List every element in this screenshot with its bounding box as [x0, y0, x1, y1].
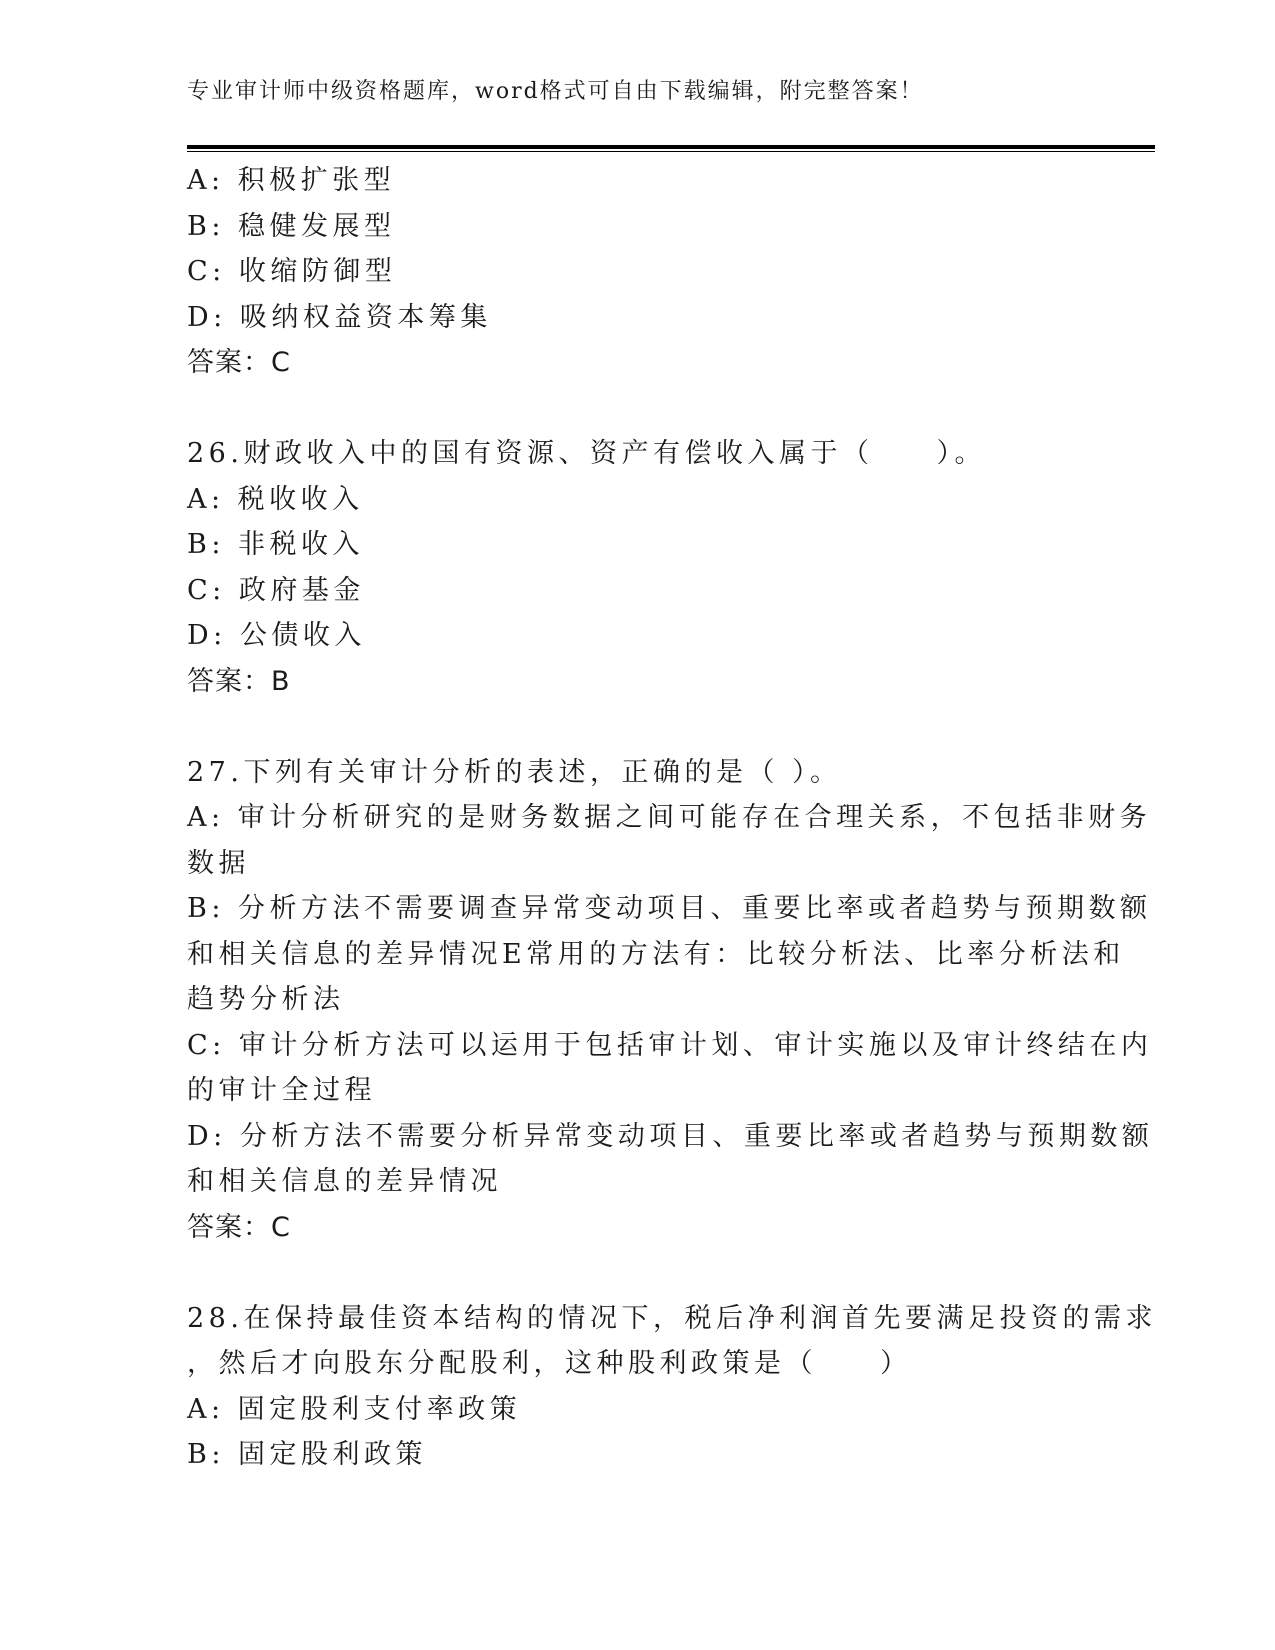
- question-stem: 28.在保持最佳资本结构的情况下，税后净利润首先要满足投资的需求: [187, 1302, 1157, 1334]
- header-divider-thin: [187, 151, 1155, 152]
- question-block-27: [187, 750, 1154, 1251]
- option-line: B: 稳健发展型: [187, 210, 396, 242]
- answer-line: 答案：B: [187, 665, 291, 697]
- option-line: A: 税收收入: [187, 483, 364, 515]
- spacer: [187, 1250, 1087, 1296]
- question-stem: 26.财政收入中的国有资源、资产有偿收入属于（ ）。: [187, 438, 986, 469]
- option-line: 趋势分析法: [187, 984, 345, 1015]
- option-line: B: 分析方法不需要调查异常变动项目、重要比率或者趋势与预期数额: [187, 893, 1152, 924]
- answer-line: 答案：C: [187, 347, 291, 378]
- question-stem: 27.下列有关审计分析的表述，正确的是（ ）。: [187, 756, 842, 788]
- page-header: 专业审计师中级资格题库，word格式可自由下载编辑，附完整答案！: [187, 79, 924, 104]
- answer-line: 答案：C: [187, 1211, 291, 1243]
- question-list: [187, 158, 1157, 1478]
- option-line: B: 非税收入: [187, 529, 365, 560]
- option-line: C: 审计分析方法可以运用于包括审计划、审计实施以及审计终结在内: [187, 1029, 1153, 1061]
- header-divider-thick: [187, 145, 1155, 149]
- option-line: B: 固定股利政策: [187, 1439, 428, 1470]
- option-line: 数据: [187, 847, 250, 879]
- option-line: D: 分析方法不需要分析异常变动项目、重要比率或者趋势与预期数额: [187, 1120, 1154, 1152]
- option-line: 和相关信息的差异情况: [187, 1166, 502, 1197]
- option-line: C: 政府基金: [187, 574, 365, 606]
- spacer: [187, 386, 1087, 432]
- option-line: 的审计全过程: [187, 1075, 376, 1106]
- header-divider: [187, 145, 1155, 152]
- question-block-25: [187, 158, 1087, 386]
- question-block-28: [187, 1296, 1157, 1478]
- option-line: D: 吸纳权益资本筹集: [187, 301, 492, 333]
- option-line: 和相关信息的差异情况E常用的方法有：比较分析法、比率分析法和: [187, 938, 1125, 970]
- option-line: C: 收缩防御型: [187, 256, 397, 287]
- option-line: A: 固定股利支付率政策: [187, 1393, 522, 1425]
- option-line: D: 公债收入: [187, 620, 366, 651]
- question-block-26: [187, 431, 1087, 704]
- spacer: [187, 704, 1087, 750]
- option-line: A: 积极扩张型: [187, 165, 396, 196]
- option-line: A: 审计分析研究的是财务数据之间可能存在合理关系，不包括非财务: [187, 802, 1152, 833]
- question-stem-continued: ，然后才向股东分配股利，这种股利政策是（ ）: [187, 1348, 912, 1379]
